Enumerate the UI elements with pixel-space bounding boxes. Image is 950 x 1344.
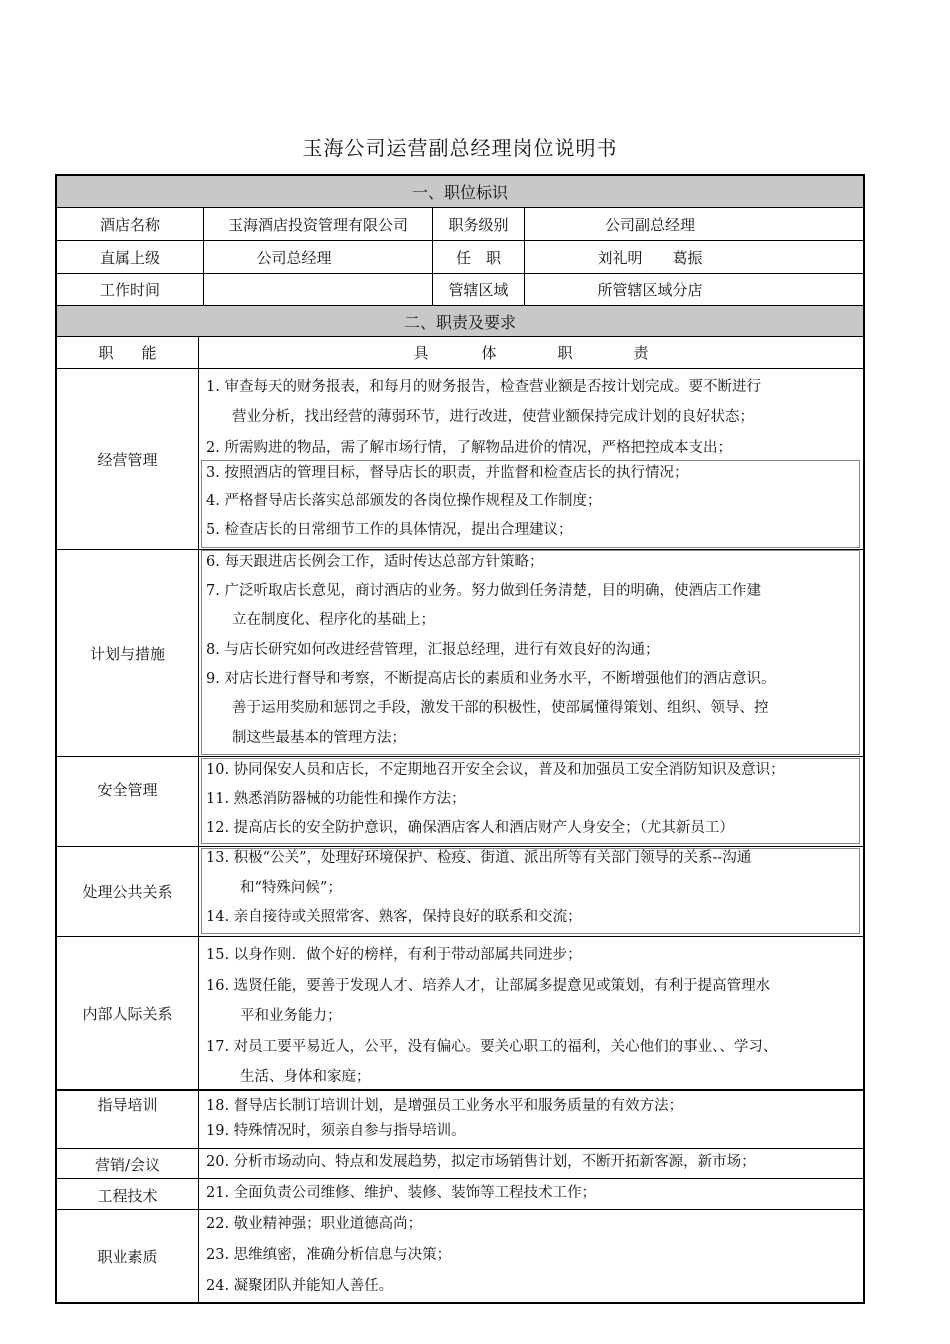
duties-header-char: 责 (633, 344, 649, 362)
incumbent-label: 任 职 (455, 248, 501, 267)
function-header-char: 职 (98, 344, 114, 362)
duty-item-continuation: 生活、身体和家庭； (240, 1069, 371, 1085)
duty-item: 20. 分析市场动向、特点和发展趋势，拟定市场销售计划，不断开拓新客源，新市场； (206, 1154, 756, 1170)
incumbent-value: 刘礼明 葛振 (597, 248, 703, 267)
work-hours-label: 工作时间 (99, 281, 160, 299)
category-quality: 职业素质 (97, 1248, 158, 1266)
function-header-char: 能 (141, 344, 157, 362)
duty-item: 18. 督导店长制订培训计划，是增强员工业务水平和服务质量的有效方法； (206, 1098, 684, 1114)
category-marketing: 营销/会议 (94, 1156, 161, 1174)
category-safety: 安全管理 (97, 781, 158, 799)
function-header (57, 337, 198, 368)
duty-item-continuation: 平和业务能力； (240, 1008, 342, 1024)
hotel-name-value: 玉海酒店投资管理有限公司 (227, 215, 408, 234)
category-operations: 经营管理 (97, 450, 158, 469)
row-divider (57, 1148, 863, 1149)
duty-item: 4. 严格督导店长落实总部颁发的各岗位操作规程及工作制度； (206, 493, 602, 509)
duty-item: 7. 广泛听取店长意见，商讨酒店的业务。努力做到任务清楚，目的明确，使酒店工作建 (206, 583, 761, 599)
work-hours-value (204, 274, 432, 305)
page-title: 玉海公司运营副总经理岗位说明书 (302, 136, 618, 160)
duty-item: 23. 思维缜密，准确分析信息与决策； (206, 1247, 452, 1263)
row-divider (57, 305, 863, 306)
duty-item-continuation: 制这些最基本的管理方法； (232, 730, 406, 746)
duty-item: 16. 选贤任能，要善于发现人才、培养人才，让部属多提意见或策划，有利于提高管理水 (206, 978, 771, 994)
duty-item: 17. 对员工要平易近人，公平，没有偏心。要关心职工的福利，关心他们的事业、、学习、 (206, 1039, 778, 1055)
category-engineering: 工程技术 (97, 1186, 158, 1205)
job-grade-value: 公司副总经理 (604, 215, 695, 234)
job-grade-label: 职务级别 (448, 215, 509, 234)
category-planning: 计划与措施 (89, 644, 165, 663)
column-divider (198, 337, 199, 1303)
duties-header-char: 职 (557, 344, 573, 362)
duty-item: 2. 所需购进的物品，需了解市场行情，了解物品进价的情况，严格把控成本支出； (206, 440, 732, 456)
duty-item: 24. 凝聚团队并能知人善任。 (206, 1278, 394, 1294)
duty-item: 8. 与店长研究如何改进经营管理，汇报总经理，进行有效良好的沟通； (206, 642, 660, 658)
duty-item-continuation: 善于运用奖励和惩罚之手段，激发干部的积极性，使部属懂得策划、组织、领导、控 (232, 700, 769, 716)
duty-item: 1. 审查每天的财务报表，和每月的财务报告，检查营业额是否按计划完成。要不断进行 (206, 379, 761, 395)
duty-item: 3. 按照酒店的管理目标，督导店长的职责，并监督和检查店长的执行情况； (206, 465, 689, 481)
duties-header-char: 具 (413, 344, 429, 362)
duty-item: 14. 亲自接待或关照常客、熟客，保持良好的联系和交流； (206, 909, 582, 925)
duty-item: 6. 每天跟进店长例会工作，适时传达总部方针策略； (206, 554, 544, 570)
duty-item-continuation: 营业分析，找出经营的薄弱环节，进行改进，使营业额保持完成计划的良好状态； (232, 409, 754, 425)
hotel-name-label: 酒店名称 (99, 215, 160, 234)
duty-item-continuation: 立在制度化、程序化的基础上； (232, 612, 435, 628)
duty-item: 12. 提高店长的安全防护意识，确保酒店客人和酒店财产人身安全；（尤其新员工） (206, 820, 734, 836)
direct-superior-value: 公司总经理 (256, 248, 332, 267)
row-divider (57, 1089, 863, 1091)
section-header-identification: 一、职位标识 (57, 176, 863, 207)
category-training: 指导培训 (97, 1095, 158, 1114)
duty-item: 15. 以身作则．做个好的榜样，有利于带动部属共同进步； (206, 947, 582, 963)
duty-item: 9. 对店长进行督导和考察，不断提高店长的素质和业务水平，不断增强他们的酒店意识。 (206, 671, 776, 687)
direct-superior-label: 直属上级 (99, 248, 160, 267)
duty-item: 5. 检查店长的日常细节工作的具体情况，提出合理建议； (206, 522, 573, 538)
duty-item-continuation: 和“特殊问候”； (240, 880, 342, 896)
duty-item: 11. 熟悉消防器械的功能性和操作方法； (206, 791, 466, 807)
duties-header-char: 体 (481, 344, 497, 362)
duty-item: 21. 全面负责公司维修、维护、装修、装饰等工程技术工作； (206, 1185, 597, 1201)
jurisdiction-value: 所管辖区域分店 (597, 281, 703, 299)
jurisdiction-label: 管辖区域 (448, 281, 509, 299)
category-public-relations: 处理公共关系 (82, 883, 173, 901)
duties-header (199, 337, 863, 368)
section-header-duties: 二、职责及要求 (57, 306, 863, 336)
duty-item: 19. 特殊情况时，须亲自参与指导培训。 (206, 1123, 466, 1139)
duty-item: 22. 敬业精神强；职业道德高尚； (206, 1216, 423, 1232)
duty-item: 13. 积极“公关”，处理好环境保护、检疫、街道、派出所等有关部门领导的关系--沟通 (206, 850, 752, 866)
category-internal-relations: 内部人际关系 (82, 1004, 173, 1023)
duty-item: 10. 协同保安人员和店长，不定期地召开安全会议，普及和加强员工安全消防知识及意识； (206, 762, 785, 778)
